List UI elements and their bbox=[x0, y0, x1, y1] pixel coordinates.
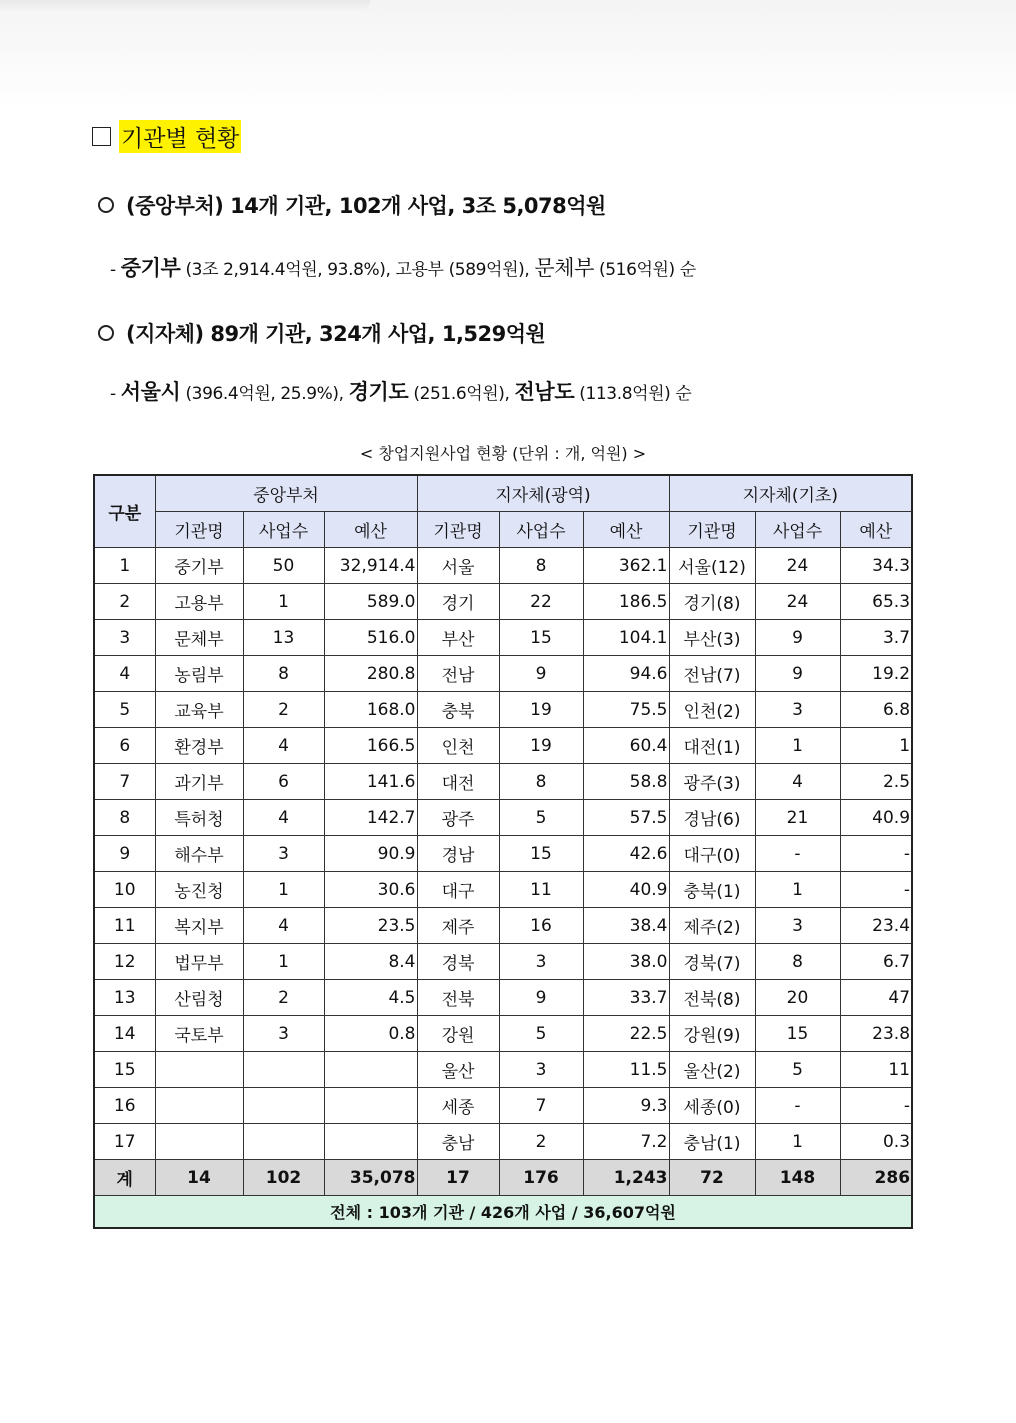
table-cell: 4 bbox=[94, 656, 155, 692]
table-cell bbox=[243, 1052, 324, 1088]
corner-header: 구분 bbox=[94, 475, 155, 548]
table-cell: 4 bbox=[755, 764, 840, 800]
sum-row bbox=[94, 1160, 912, 1196]
table-cell: 10 bbox=[94, 872, 155, 908]
table-cell bbox=[155, 1088, 243, 1124]
table-row bbox=[94, 908, 912, 944]
column-header: 기관명 bbox=[417, 512, 499, 548]
column-header: 예산 bbox=[583, 512, 669, 548]
table-cell: 경남 bbox=[417, 836, 499, 872]
table-cell: 5 bbox=[94, 692, 155, 728]
table-cell: 경북 bbox=[417, 944, 499, 980]
table-cell: 충북 bbox=[417, 692, 499, 728]
sum-cell: 176 bbox=[499, 1160, 583, 1196]
table-cell: 9 bbox=[94, 836, 155, 872]
table-cell: 6 bbox=[243, 764, 324, 800]
table-row bbox=[94, 836, 912, 872]
sub-header-row bbox=[94, 512, 912, 548]
table-cell: 57.5 bbox=[583, 800, 669, 836]
table-cell: 전북 bbox=[417, 980, 499, 1016]
central-headline bbox=[98, 190, 606, 220]
table-cell: 경기(8) bbox=[669, 584, 755, 620]
table-cell: 2 bbox=[499, 1124, 583, 1160]
table-cell: 울산(2) bbox=[669, 1052, 755, 1088]
table-cell: 산림청 bbox=[155, 980, 243, 1016]
table-cell: 해수부 bbox=[155, 836, 243, 872]
window-edge bbox=[0, 0, 370, 14]
table-cell: 8 bbox=[499, 764, 583, 800]
table-cell bbox=[324, 1052, 417, 1088]
table-cell: 15 bbox=[94, 1052, 155, 1088]
table-cell: 168.0 bbox=[324, 692, 417, 728]
table-cell: 광주 bbox=[417, 800, 499, 836]
table-cell: 7.2 bbox=[583, 1124, 669, 1160]
table-cell: 38.4 bbox=[583, 908, 669, 944]
table-cell: 서울(12) bbox=[669, 548, 755, 584]
sum-cell: 102 bbox=[243, 1160, 324, 1196]
circle-bullet-icon bbox=[98, 197, 114, 213]
table-cell: 50 bbox=[243, 548, 324, 584]
table-cell: 중기부 bbox=[155, 548, 243, 584]
table-cell: 58.8 bbox=[583, 764, 669, 800]
table-row bbox=[94, 1124, 912, 1160]
table-row bbox=[94, 800, 912, 836]
table-cell: 2 bbox=[94, 584, 155, 620]
table-cell bbox=[243, 1124, 324, 1160]
sum-cell: 계 bbox=[94, 1160, 155, 1196]
sum-cell: 148 bbox=[755, 1160, 840, 1196]
table-cell bbox=[155, 1052, 243, 1088]
square-bullet-icon bbox=[92, 127, 111, 146]
table-cell: 23.5 bbox=[324, 908, 417, 944]
table-cell: 강원(9) bbox=[669, 1016, 755, 1052]
group-header: 지자체(광역) bbox=[417, 475, 669, 512]
section-title-text: 기관별 현황 bbox=[119, 120, 241, 153]
table-cell: 2.5 bbox=[840, 764, 912, 800]
central-lead: 중기부 bbox=[120, 256, 181, 280]
table-cell: - bbox=[840, 836, 912, 872]
table-cell: 제주 bbox=[417, 908, 499, 944]
table-cell: 교육부 bbox=[155, 692, 243, 728]
table-cell bbox=[155, 1124, 243, 1160]
table-cell: 농림부 bbox=[155, 656, 243, 692]
table-cell: 24 bbox=[755, 548, 840, 584]
table-cell: 94.6 bbox=[583, 656, 669, 692]
table-row bbox=[94, 584, 912, 620]
table-cell: 9 bbox=[755, 620, 840, 656]
section-title bbox=[92, 120, 241, 153]
table-cell: 서울 bbox=[417, 548, 499, 584]
table-cell: 589.0 bbox=[324, 584, 417, 620]
table-cell: 8.4 bbox=[324, 944, 417, 980]
table-cell: 7 bbox=[94, 764, 155, 800]
table-cell: 11.5 bbox=[583, 1052, 669, 1088]
table-cell: 19 bbox=[499, 728, 583, 764]
table-cell: 75.5 bbox=[583, 692, 669, 728]
table-cell: 제주(2) bbox=[669, 908, 755, 944]
table-cell: 강원 bbox=[417, 1016, 499, 1052]
table-cell: 1 bbox=[755, 872, 840, 908]
table-cell: 2 bbox=[243, 980, 324, 1016]
table-cell: 부산 bbox=[417, 620, 499, 656]
table-cell: 280.8 bbox=[324, 656, 417, 692]
table-cell: 186.5 bbox=[583, 584, 669, 620]
table-cell: 충남 bbox=[417, 1124, 499, 1160]
local-headline bbox=[98, 318, 545, 348]
central-lead-detail: (3조 2,914.4억원, 93.8%), 고용부 (589억원), bbox=[185, 260, 530, 280]
grand-total: 전체 : 103개 기관 / 426개 사업 / 36,607억원 bbox=[94, 1196, 912, 1229]
table-cell: 1 bbox=[840, 728, 912, 764]
sum-cell: 1,243 bbox=[583, 1160, 669, 1196]
column-header: 예산 bbox=[324, 512, 417, 548]
table-cell: - bbox=[840, 872, 912, 908]
top-fade bbox=[0, 0, 1016, 110]
table-cell: 24 bbox=[755, 584, 840, 620]
table-cell: 40.9 bbox=[840, 800, 912, 836]
table-cell: 104.1 bbox=[583, 620, 669, 656]
table-cell: 142.7 bbox=[324, 800, 417, 836]
table-cell: - bbox=[755, 1088, 840, 1124]
table-cell: 11 bbox=[499, 872, 583, 908]
table-cell: 3.7 bbox=[840, 620, 912, 656]
table-cell: 대전 bbox=[417, 764, 499, 800]
column-header: 기관명 bbox=[155, 512, 243, 548]
table-cell: 대전(1) bbox=[669, 728, 755, 764]
table-cell: 14 bbox=[94, 1016, 155, 1052]
central-headline-text: (중앙부처) 14개 기관, 102개 사업, 3조 5,078억원 bbox=[126, 194, 606, 218]
table-cell: 경북(7) bbox=[669, 944, 755, 980]
table-row bbox=[94, 872, 912, 908]
table-cell: 11 bbox=[94, 908, 155, 944]
table-row bbox=[94, 620, 912, 656]
table-cell: 법무부 bbox=[155, 944, 243, 980]
table-cell: 1 bbox=[755, 728, 840, 764]
table-cell: 5 bbox=[499, 1016, 583, 1052]
local-headline-text: (지자체) 89개 기관, 324개 사업, 1,529억원 bbox=[126, 322, 546, 346]
table-cell: 4 bbox=[243, 908, 324, 944]
table-row bbox=[94, 728, 912, 764]
table-cell: 울산 bbox=[417, 1052, 499, 1088]
group-header: 지자체(기초) bbox=[669, 475, 912, 512]
table-cell: 65.3 bbox=[840, 584, 912, 620]
sum-cell: 72 bbox=[669, 1160, 755, 1196]
local-mid-detail: (251.6억원), bbox=[413, 384, 510, 404]
table-cell: 362.1 bbox=[583, 548, 669, 584]
table-cell: 3 bbox=[243, 836, 324, 872]
table-cell: 충남(1) bbox=[669, 1124, 755, 1160]
table-cell: 47 bbox=[840, 980, 912, 1016]
table-cell: 0.8 bbox=[324, 1016, 417, 1052]
table-cell: - bbox=[840, 1088, 912, 1124]
table-cell: 13 bbox=[94, 980, 155, 1016]
table-cell: 8 bbox=[499, 548, 583, 584]
table-cell: 9 bbox=[499, 656, 583, 692]
table-cell: 문체부 bbox=[155, 620, 243, 656]
table-cell: 9 bbox=[499, 980, 583, 1016]
column-header: 예산 bbox=[840, 512, 912, 548]
group-header: 중앙부처 bbox=[155, 475, 417, 512]
table-cell: 대구(0) bbox=[669, 836, 755, 872]
table-cell: 1 bbox=[755, 1124, 840, 1160]
table-cell: 4 bbox=[243, 800, 324, 836]
table-row bbox=[94, 656, 912, 692]
table-cell: 16 bbox=[94, 1088, 155, 1124]
table-cell: 15 bbox=[755, 1016, 840, 1052]
circle-bullet-icon bbox=[98, 325, 114, 341]
table-cell: 23.4 bbox=[840, 908, 912, 944]
table-cell: 21 bbox=[755, 800, 840, 836]
table-cell: 15 bbox=[499, 620, 583, 656]
local-last-detail: (113.8억원) 순 bbox=[579, 384, 692, 404]
table-cell: 19.2 bbox=[840, 656, 912, 692]
table-cell: 1 bbox=[94, 548, 155, 584]
table-cell: 3 bbox=[243, 1016, 324, 1052]
sum-cell: 35,078 bbox=[324, 1160, 417, 1196]
table-row bbox=[94, 1016, 912, 1052]
table-cell: 4 bbox=[243, 728, 324, 764]
table-cell: 경남(6) bbox=[669, 800, 755, 836]
table-cell: 12 bbox=[94, 944, 155, 980]
table-cell: 6.8 bbox=[840, 692, 912, 728]
table-cell: 34.3 bbox=[840, 548, 912, 584]
table-cell: 19 bbox=[499, 692, 583, 728]
table-body bbox=[94, 548, 912, 1229]
table-cell: 1 bbox=[243, 944, 324, 980]
table-cell: 15 bbox=[499, 836, 583, 872]
table-cell: 22 bbox=[499, 584, 583, 620]
table-cell: 3 bbox=[499, 944, 583, 980]
table-cell: 22.5 bbox=[583, 1016, 669, 1052]
table-cell: 경기 bbox=[417, 584, 499, 620]
local-detail bbox=[110, 376, 691, 406]
table-cell: 4.5 bbox=[324, 980, 417, 1016]
table-cell: 6 bbox=[94, 728, 155, 764]
sum-cell: 286 bbox=[840, 1160, 912, 1196]
grand-total-row bbox=[94, 1196, 912, 1229]
table-row bbox=[94, 548, 912, 584]
table-cell: 특허청 bbox=[155, 800, 243, 836]
column-header: 사업수 bbox=[755, 512, 840, 548]
table-cell: 40.9 bbox=[583, 872, 669, 908]
table-cell: 5 bbox=[499, 800, 583, 836]
table-cell: 11 bbox=[840, 1052, 912, 1088]
column-header: 사업수 bbox=[243, 512, 324, 548]
sum-cell: 17 bbox=[417, 1160, 499, 1196]
table-cell: 30.6 bbox=[324, 872, 417, 908]
table-cell: 세종 bbox=[417, 1088, 499, 1124]
table-cell: 5 bbox=[755, 1052, 840, 1088]
table-cell: 국토부 bbox=[155, 1016, 243, 1052]
table-caption: < 창업지원사업 현황 (단위 : 개, 억원) > bbox=[359, 444, 647, 463]
table-cell: 전남 bbox=[417, 656, 499, 692]
local-mid: 경기도 bbox=[348, 380, 409, 404]
table-cell: 세종(0) bbox=[669, 1088, 755, 1124]
table-cell bbox=[243, 1088, 324, 1124]
table-cell: 516.0 bbox=[324, 620, 417, 656]
table-cell: 8 bbox=[94, 800, 155, 836]
table-cell: 고용부 bbox=[155, 584, 243, 620]
table-cell: 3 bbox=[94, 620, 155, 656]
table-cell: 인천 bbox=[417, 728, 499, 764]
table-cell: 전북(8) bbox=[669, 980, 755, 1016]
dash: - bbox=[110, 384, 116, 404]
table-cell: 복지부 bbox=[155, 908, 243, 944]
table-cell: 141.6 bbox=[324, 764, 417, 800]
central-mid: 문체부 bbox=[534, 256, 595, 280]
table-row bbox=[94, 764, 912, 800]
sum-cell: 14 bbox=[155, 1160, 243, 1196]
table-cell: 3 bbox=[755, 692, 840, 728]
table-cell: 60.4 bbox=[583, 728, 669, 764]
table-cell: 9.3 bbox=[583, 1088, 669, 1124]
table-cell: 166.5 bbox=[324, 728, 417, 764]
table-row bbox=[94, 692, 912, 728]
table-cell: 90.9 bbox=[324, 836, 417, 872]
local-last: 전남도 bbox=[514, 380, 575, 404]
column-header: 사업수 bbox=[499, 512, 583, 548]
dash: - bbox=[110, 260, 116, 280]
table-cell: 32,914.4 bbox=[324, 548, 417, 584]
column-header: 기관명 bbox=[669, 512, 755, 548]
table-cell bbox=[324, 1124, 417, 1160]
table-cell: 과기부 bbox=[155, 764, 243, 800]
table-cell: 33.7 bbox=[583, 980, 669, 1016]
table-cell: 인천(2) bbox=[669, 692, 755, 728]
table-cell: 부산(3) bbox=[669, 620, 755, 656]
table-cell: 1 bbox=[243, 872, 324, 908]
table-cell: 전남(7) bbox=[669, 656, 755, 692]
table-row bbox=[94, 1088, 912, 1124]
table-cell bbox=[324, 1088, 417, 1124]
table-cell: 대구 bbox=[417, 872, 499, 908]
table-cell: 1 bbox=[243, 584, 324, 620]
table-cell: 0.3 bbox=[840, 1124, 912, 1160]
table-cell: 42.6 bbox=[583, 836, 669, 872]
local-lead: 서울시 bbox=[120, 380, 181, 404]
table-cell: 9 bbox=[755, 656, 840, 692]
table-row bbox=[94, 944, 912, 980]
table-row bbox=[94, 980, 912, 1016]
table-row bbox=[94, 1052, 912, 1088]
table-cell: 6.7 bbox=[840, 944, 912, 980]
table-cell: - bbox=[755, 836, 840, 872]
startup-support-table bbox=[93, 474, 913, 1229]
table-cell: 16 bbox=[499, 908, 583, 944]
table-cell: 농진청 bbox=[155, 872, 243, 908]
table-cell: 38.0 bbox=[583, 944, 669, 980]
table-cell: 8 bbox=[243, 656, 324, 692]
central-detail bbox=[110, 252, 696, 282]
local-lead-detail: (396.4억원, 25.9%), bbox=[185, 384, 344, 404]
table-cell: 2 bbox=[243, 692, 324, 728]
table-cell: 3 bbox=[755, 908, 840, 944]
table-cell: 환경부 bbox=[155, 728, 243, 764]
central-tail: (516억원) 순 bbox=[599, 260, 696, 280]
table-cell: 13 bbox=[243, 620, 324, 656]
table-cell: 17 bbox=[94, 1124, 155, 1160]
table-cell: 3 bbox=[499, 1052, 583, 1088]
table-cell: 7 bbox=[499, 1088, 583, 1124]
table-cell: 충북(1) bbox=[669, 872, 755, 908]
table-cell: 광주(3) bbox=[669, 764, 755, 800]
table-cell: 20 bbox=[755, 980, 840, 1016]
table-cell: 23.8 bbox=[840, 1016, 912, 1052]
table-cell: 8 bbox=[755, 944, 840, 980]
